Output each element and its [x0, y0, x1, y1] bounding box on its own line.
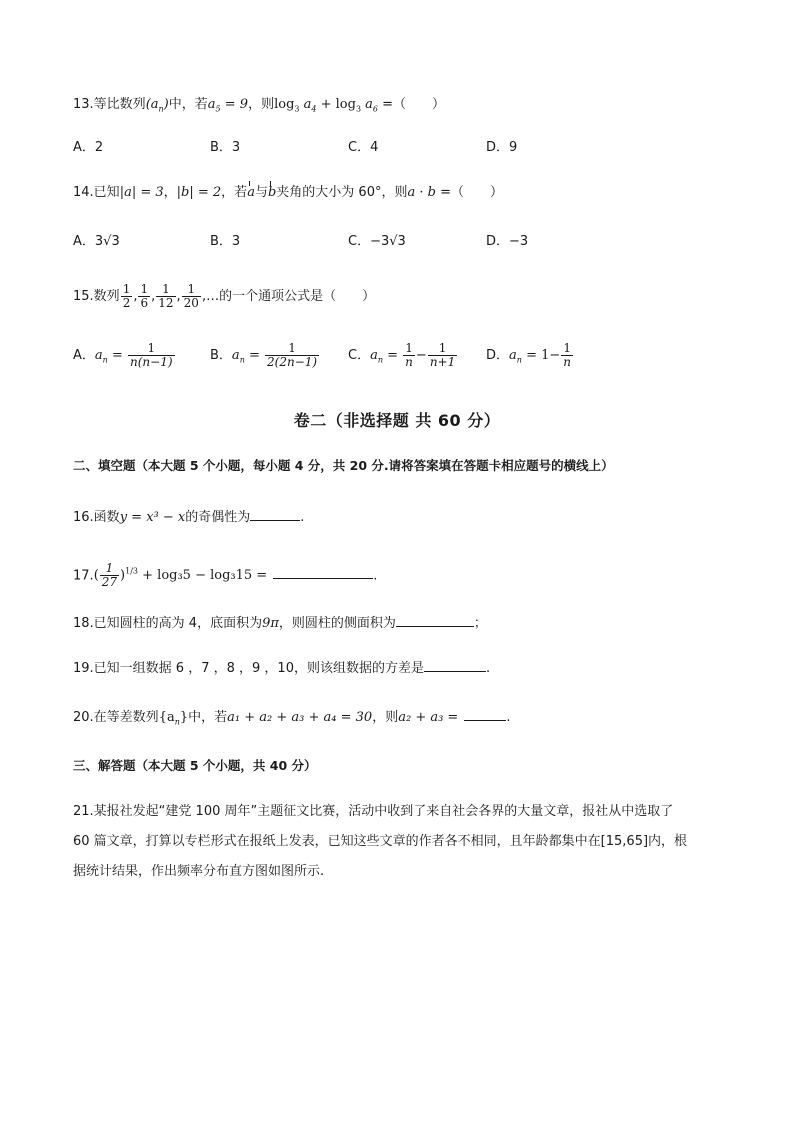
q13-stem: 13.等比数列: [73, 97, 146, 112]
q20-ask: a₂ + a₃ =: [398, 710, 459, 725]
question-16: 16.函数y = x³ − x的奇偶性为 .: [73, 506, 754, 528]
question-14: 14.已知|a| = 3，|b| = 2，若a与b夹角的大小为 60°，则a · b =（ ）: [73, 183, 754, 203]
q15-option-b: B．$a_n$ = $\frac{1}{2(2n-1)}$: [210, 341, 318, 369]
q14-b-magnitude: |b| = 2: [176, 185, 222, 200]
q16-function: y = x³ − x: [119, 510, 186, 525]
q15-option-a: A．$a_n$ = $\frac{1}{n(n-1)}$: [73, 341, 173, 369]
q14-option-d: D．−3: [486, 234, 529, 249]
q14-option-a: A．3√3: [73, 234, 120, 249]
q17-answer-blank[interactable]: [273, 564, 373, 579]
question-15: 15.数列 $\frac{1}{2}$ , $\frac{1}{6}$ , $\frac{1}{12}$ , $\frac{1}{20}$ ,…的一个通项公式是（ ）: [73, 282, 376, 310]
q21-line-2: 60 篇文章，打算以专栏形式在报纸上发表，已知这些文章的作者各不相同，且年龄都集中在[15,65]内，根: [73, 834, 688, 849]
q15-option-d: D．$a_n = 1-$ $\frac{1}{n}$: [486, 341, 571, 369]
q15-term-1: $\frac{1}{2}$: [122, 282, 131, 310]
q14-a-magnitude: |a| = 3: [119, 185, 164, 200]
q16-answer-blank[interactable]: [250, 506, 300, 521]
section-title: 卷二（非选择题 共 60 分）: [293, 411, 501, 430]
q13-option-b: B．3: [210, 140, 241, 155]
q14-vector-a: a: [247, 183, 255, 203]
q15-term-2: $\frac{1}{6}$: [140, 282, 149, 310]
q20-sequence: $\{a_n\}$: [158, 710, 189, 727]
question-13: 13.等比数列$(a_n)$中，若$a_5 = 9$，则$\log_3 a_4 + \log_3 a_6$ =（ ）: [73, 97, 446, 114]
part2-heading: 二、填空题（本大题 5 个小题，每小题 4 分，共 20 分.请将答案填在答题卡相应题号的横线上）: [73, 458, 614, 473]
q18-answer-blank[interactable]: [396, 612, 474, 627]
q20-condition: a₁ + a₂ + a₃ + a₄ = 30: [227, 710, 373, 725]
q15-term-4: $\frac{1}{20}$: [183, 282, 199, 310]
q13-option-d: D．9: [486, 140, 518, 155]
q15-term-3: $\frac{1}{12}$: [158, 282, 174, 310]
q17-expression: ( $\frac{1}{27}$ )$^{1/3}$ + log₃5 − log₃15 =: [93, 561, 268, 590]
q20-answer-blank[interactable]: [464, 706, 506, 721]
q14-option-c: C．−3√3: [348, 234, 406, 249]
q13-option-a: A．2: [73, 140, 104, 155]
question-17: 17.( $\frac{1}{27}$ )$^{1/3}$ + log₃5 − log₃15 = .: [73, 561, 378, 590]
q21-line-1: 21.某报社发起“建党 100 周年”主题征文比赛，活动中收到了来自社会各界的大量文章，报社从中选取了: [73, 804, 674, 819]
q13-seq: $(a_n)$: [145, 97, 169, 114]
q15-option-c: C．$a_n$ = $\frac{1}{n}$ − $\frac{1}{n+1}$: [348, 341, 456, 369]
question-20: 20.在等差数列$\{a_n\}$中，若a₁ + a₂ + a₃ + a₄ = 30，则a₂ + a₃ = .: [73, 706, 754, 733]
q14-vector-b: b: [268, 183, 276, 203]
q13-tail: =（ ）: [378, 97, 446, 112]
question-21: [73, 797, 723, 887]
q13-option-c: C．4: [348, 140, 379, 155]
q13-condition: $a_5 = 9$: [207, 97, 249, 114]
part3-heading: 三、解答题（本大题 5 个小题，共 40 分）: [73, 758, 317, 773]
q13-expression: $\log_3 a_4 + \log_3 a_6$: [274, 97, 379, 114]
q14-option-b: B．3: [210, 234, 241, 249]
q14-dot-product: a · b: [407, 185, 436, 200]
q21-line-3: 据统计结果，作出频率分布直方图如图所示.: [73, 864, 325, 879]
q19-answer-blank[interactable]: [424, 657, 486, 672]
q18-area: 9π: [262, 616, 279, 631]
question-18: 18.已知圆柱的高为 4，底面积为9π，则圆柱的侧面积为 ；: [73, 612, 754, 634]
question-19: 19.已知一组数据 6 ，7 ，8 ，9 ，10，则该组数据的方差是 .: [73, 657, 754, 679]
